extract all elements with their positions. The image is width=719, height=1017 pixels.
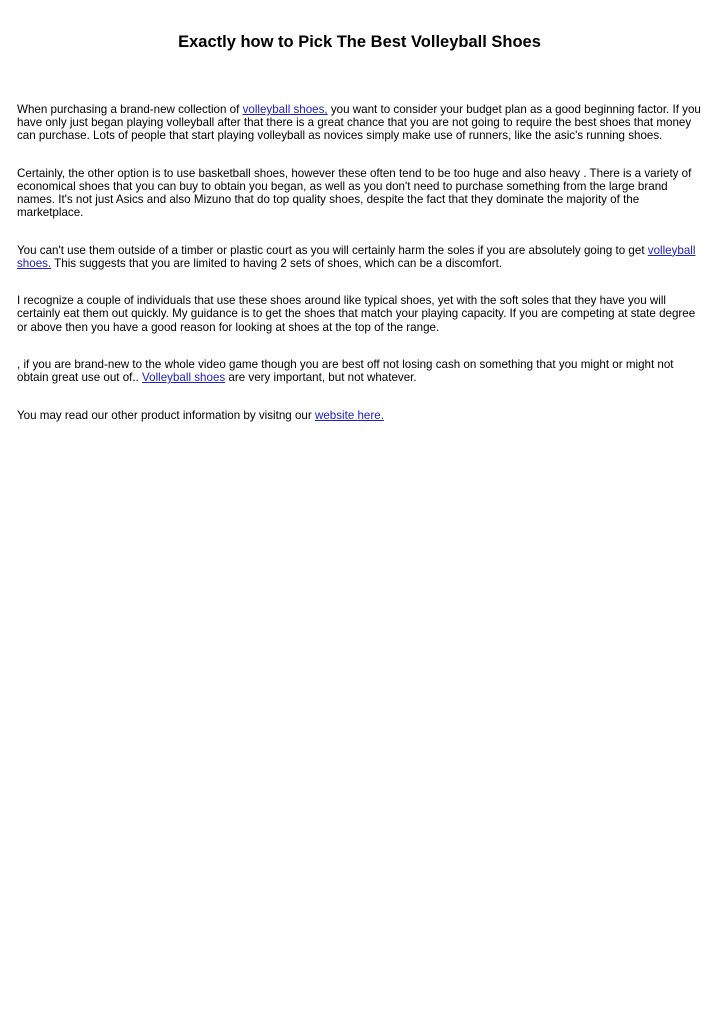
paragraph-1-text-after: you want to consider your budget plan as a good beginning factor. If you have only just began playing volleyball after that there is a great chance that you are not going to require the best shoes that money can purchase. Lots of people that start playing volleyball as novices simply make use of runners, like the asic's running shoes. — [17, 103, 701, 143]
paragraph-5 — [17, 358, 705, 384]
paragraph-6 — [17, 409, 705, 422]
website-link[interactable]: website here. — [314, 408, 384, 422]
paragraph-5-text-before: , if you are brand-new to the whole video game though you are best off not losing cash on something that you might or might not obtain great use out of.. — [17, 358, 674, 385]
paragraph-3-text-after: This suggests that you are limited to having 2 sets of shoes, which can be a discomfort. — [51, 256, 503, 270]
volleyball-shoes-link-2[interactable]: volleyball shoes. — [17, 243, 696, 270]
paragraph-4: I recognize a couple of individuals that use these shoes around like typical shoes, yet with the soft soles that they have you will certainly eat them out quickly. My guidance is to get the shoes that match your playing capacity. If you are competing at state degree or above then you have a good reason for looking at shoes at the top of the range. — [17, 294, 696, 334]
paragraph-1-text-before: When purchasing a brand-new collection of — [17, 103, 243, 116]
paragraph-5-text-after: are very important, but not whatever. — [225, 371, 417, 385]
volleyball-shoes-link-1[interactable]: volleyball shoes, — [242, 103, 328, 116]
paragraph-6-text-before: You may read our other product information by visitng our — [17, 408, 315, 422]
volleyball-shoes-link-3[interactable]: Volleyball shoes — [142, 371, 226, 385]
paragraph-1 — [17, 103, 705, 142]
paragraph-2: Certainly, the other option is to use basketball shoes, however these often tend to be too huge and also heavy . There is a variety of economical shoes that you can buy to obtain you began, as well as you don't need to purchase something from the large brand names. It's not just Asics and also Mizuno that do top quality shoes, despite the fact that they dominate the majority of the marketplace. — [17, 166, 692, 220]
paragraph-3 — [17, 244, 705, 270]
paragraph-3-text-before: You can't use them outside of a timber or plastic court as you will certainly harm the soles if you are absolutely going to get — [17, 243, 648, 257]
page-title: Exactly how to Pick The Best Volleyball Shoes — [178, 33, 541, 51]
document-body — [17, 103, 705, 446]
